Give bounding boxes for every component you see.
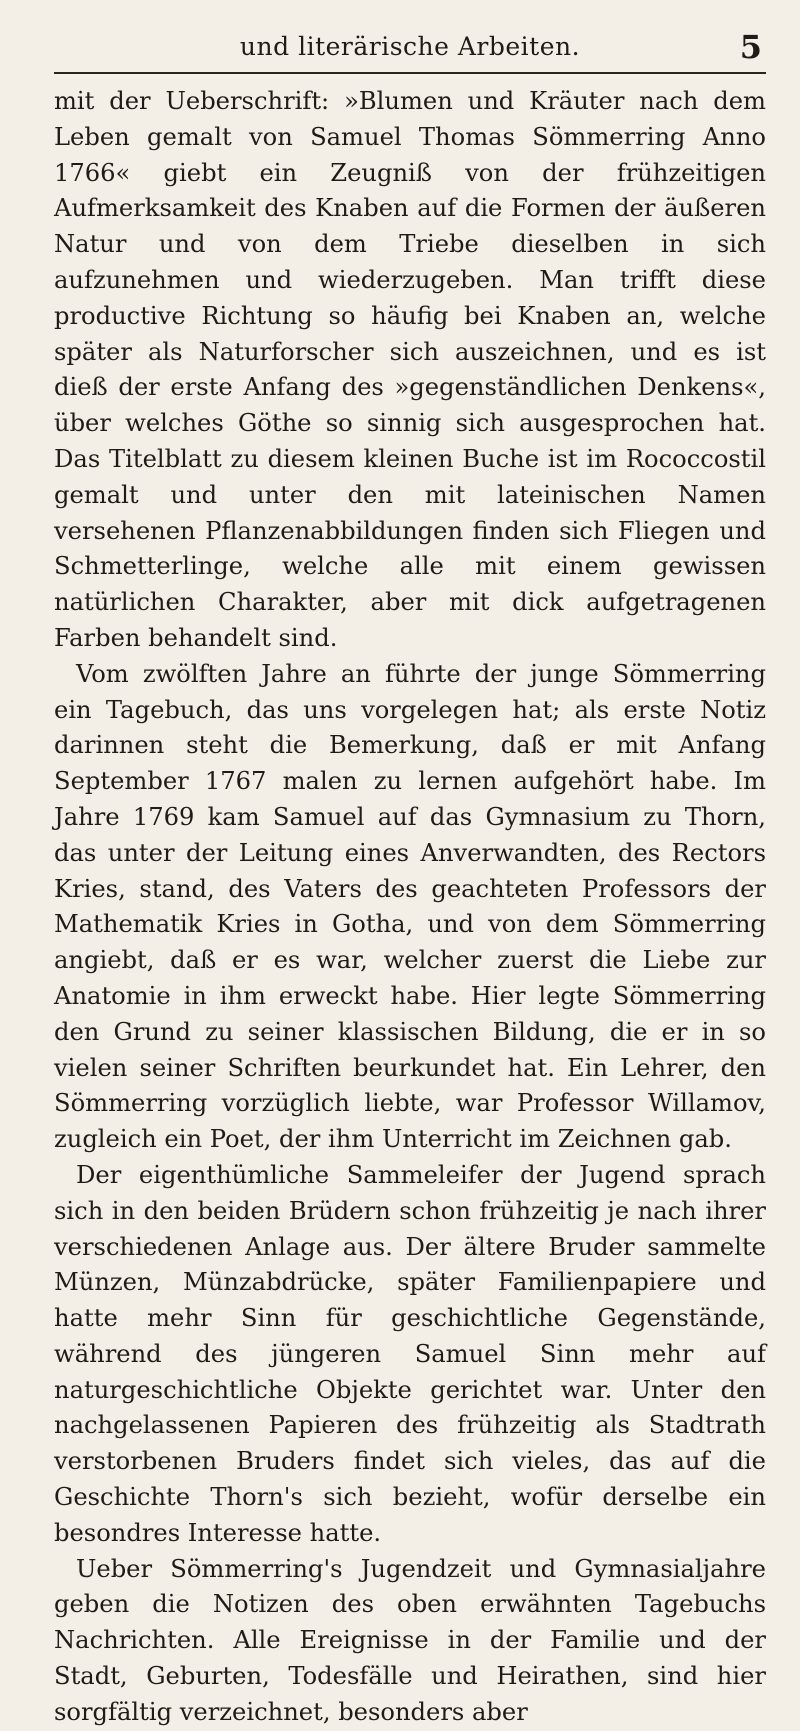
paragraph: Der eigenthümliche Sammeleifer der Jugend sprach sich in den beiden Brüdern schon frühzeitig je nach ihrer verschiedenen Anlage aus. Der ältere Bruder sammelte Münzen, Münzabdrücke, später Familienpapiere und hatte mehr Sinn für geschichtliche Gegenstände, während des jüngeren Samuel Sinn mehr auf naturgeschichtliche Objekte gerichtet war. Unter den nachgelassenen Papieren des frühzeitig als Stadtrath verstorbenen Bruders findet sich vieles, das auf die Geschichte Thorn's sich bezieht, wofür derselbe ein besondres Interesse hatte. xyxy=(54,1160,766,1547)
paragraph: Ueber Sömmerring's Jugendzeit und Gymnasialjahre geben die Notizen des oben erwähnten Tagebuchs Nachrichten. Alle Ereignisse in der Familie und der Stadt, Geburten, Todesfälle und Heirathen, sind hier sorgfältig verzeichnet, besonders aber xyxy=(54,1554,766,1726)
body-text xyxy=(54,84,766,1731)
paragraph: Vom zwölften Jahre an führte der junge Sömmerring ein Tagebuch, das uns vorgelegen hat; als erste Notiz darinnen steht die Bemerkung, daß er mit Anfang September 1767 malen zu lernen aufgehört habe. Im Jahre 1769 kam Samuel auf das Gymnasium zu Thorn, das unter der Leitung eines Anverwandten, des Rectors Kries, stand, des Vaters des geachteten Professors der Mathematik Kries in Gotha, und von dem Sömmerring angiebt, daß er es war, welcher zuerst die Liebe zur Anatomie in ihm erweckt habe. Hier legte Sömmerring den Grund zu seiner klassischen Bildung, die er in so vielen seiner Schriften beurkundet hat. Ein Lehrer, den Sömmerring vorzüglich liebte, war Professor Willamov, zugleich ein Poet, der ihm Unterricht im Zeichnen gab. xyxy=(54,659,766,1154)
paragraph: mit der Ueberschrift: »Blumen und Kräuter nach dem Leben gemalt von Samuel Thomas Sömmerring Anno 1766« giebt ein Zeugniß von der frühzeitigen Aufmerksamkeit des Knaben auf die Formen der äußeren Natur und von dem Triebe dieselben in sich aufzunehmen und wiederzugeben. Man trifft diese productive Richtung so häufig bei Knaben an, welche später als Naturforscher sich auszeichnen, und es ist dieß der erste Anfang des »gegenständlichen Denkens«, über welches Göthe so sinnig sich ausgesprochen hat. Das Titelblatt zu diesem kleinen Buche ist im Rococcostil gemalt und unter den mit lateinischen Namen versehenen Pflanzenabbildungen finden sich Fliegen und Schmetterlinge, welche alle mit einem gewissen natürlichen Charakter, aber mit dick aufgetragenen Farben behandelt sind. xyxy=(54,87,766,652)
page-header xyxy=(54,28,766,74)
running-head: und literärische Arbeiten. xyxy=(239,32,581,61)
page-number: 5 xyxy=(739,28,762,66)
